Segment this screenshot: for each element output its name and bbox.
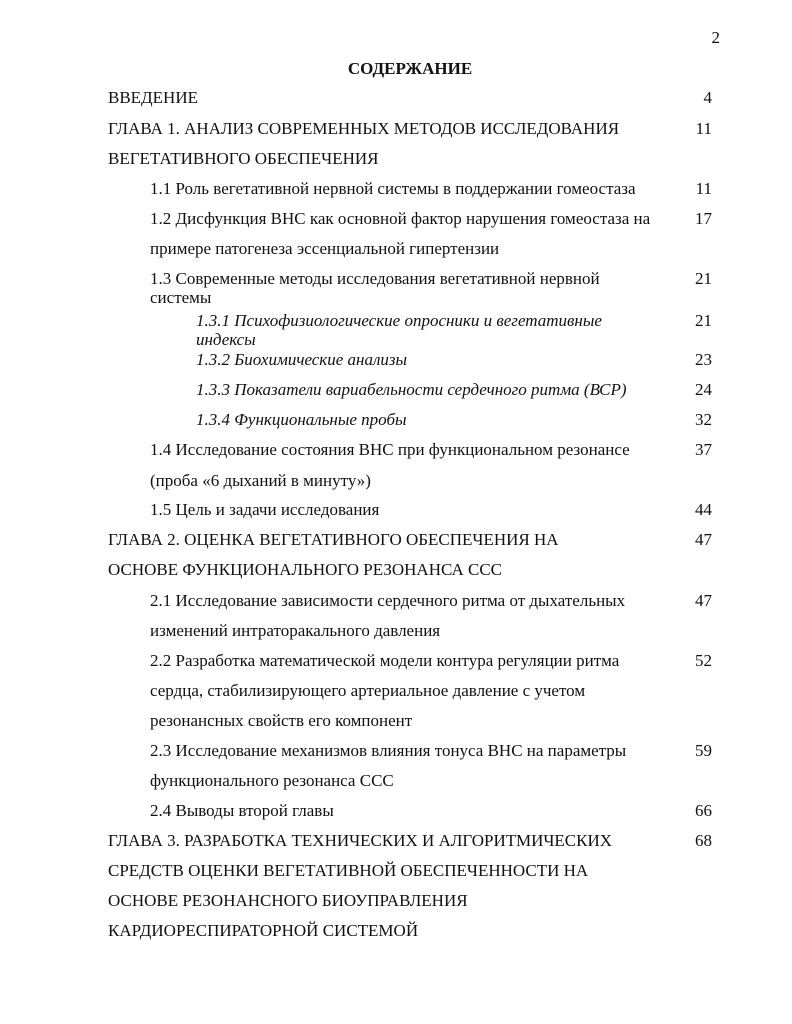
toc-page-number: 11 <box>695 179 712 198</box>
toc-entry-line: изменений интраторакального давления <box>150 621 441 640</box>
toc-entry-line: 2.4 Выводы второй главы <box>150 801 334 820</box>
toc-entry-line: КАРДИОРЕСПИРАТОРНОЙ СИСТЕМОЙ <box>108 921 419 940</box>
toc-page-number: 23 <box>695 350 712 369</box>
toc-entry-line: 1.3 Современные методы исследования вегетативной нервной <box>150 269 600 288</box>
toc-page-number: 37 <box>695 440 712 459</box>
toc-entry-line: ВЕГЕТАТИВНОГО ОБЕСПЕЧЕНИЯ <box>108 149 379 168</box>
toc-page-number: 17 <box>695 209 712 228</box>
toc-page-number: 47 <box>695 530 712 549</box>
toc-entry-line: 1.2 Дисфункция ВНС как основной фактор нарушения гомеостаза на <box>150 209 651 228</box>
toc-entry-line: 1.3.2 Биохимические анализы <box>196 350 408 369</box>
toc-entry-line: 1.3.1 Психофизиологические опросники и вегетативные <box>196 311 602 330</box>
toc-entry-line: 1.5 Цель и задачи исследования <box>150 500 380 519</box>
page-title: СОДЕРЖАНИЕ <box>347 59 473 78</box>
toc-entry-line: 2.2 Разработка математической модели контура регуляции ритма <box>150 651 620 670</box>
toc-entry-line: функционального резонанса ССС <box>150 771 394 790</box>
toc-entry-line: ВВЕДЕНИЕ <box>108 88 198 107</box>
toc-entry-line: 1.1 Роль вегетативной нервной системы в поддержании гомеостаза <box>150 179 636 198</box>
toc-page-number: 21 <box>695 269 712 288</box>
toc-entry-line: ГЛАВА 1. АНАЛИЗ СОВРЕМЕННЫХ МЕТОДОВ ИССЛЕДОВАНИЯ <box>108 119 620 138</box>
toc-entry-line: 1.4 Исследование состояния ВНС при функциональном резонансе <box>150 440 630 459</box>
toc-page-number: 21 <box>695 311 712 330</box>
toc-entry-line: 1.3.4 Функциональные пробы <box>196 410 407 429</box>
toc-entry-line: системы <box>150 288 212 307</box>
toc-page-number: 68 <box>695 831 712 850</box>
toc-page-number: 47 <box>695 591 712 610</box>
toc-entry-line: ОСНОВЕ РЕЗОНАНСНОГО БИОУПРАВЛЕНИЯ <box>108 891 468 910</box>
toc-entry-line: индексы <box>196 330 256 349</box>
toc-entry-line: резонансных свойств его компонент <box>150 711 413 730</box>
toc-entry-line: ОСНОВЕ ФУНКЦИОНАЛЬНОГО РЕЗОНАНСА ССС <box>108 560 503 579</box>
toc-entry-line: 2.1 Исследование зависимости сердечного ритма от дыхательных <box>150 591 626 610</box>
toc-entry-line: СРЕДСТВ ОЦЕНКИ ВЕГЕТАТИВНОЙ ОБЕСПЕЧЕННОСТИ НА <box>108 861 589 880</box>
toc-page-number: 4 <box>703 88 712 107</box>
toc-page-number: 52 <box>695 651 712 670</box>
toc-entry-line: 2.3 Исследование механизмов влияния тонуса ВНС на параметры <box>150 741 627 760</box>
toc-page-number: 66 <box>695 801 712 820</box>
page-number: 2 <box>711 28 720 47</box>
toc-page-number: 59 <box>695 741 712 760</box>
toc-page-number: 11 <box>695 119 712 138</box>
toc-entry-line: (проба «6 дыханий в минуту») <box>150 471 371 490</box>
toc-entry-line: ГЛАВА 3. РАЗРАБОТКА ТЕХНИЧЕСКИХ И АЛГОРИТМИЧЕСКИХ <box>108 831 613 850</box>
toc-entry-line: примере патогенеза эссенциальной гипертензии <box>150 239 500 258</box>
toc-entry-line: 1.3.3 Показатели вариабельности сердечного ритма (ВСР) <box>196 380 627 399</box>
toc-page-number: 24 <box>695 380 712 399</box>
toc-entry-line: ГЛАВА 2. ОЦЕНКА ВЕГЕТАТИВНОГО ОБЕСПЕЧЕНИЯ НА <box>108 530 559 549</box>
toc-entry-line: сердца, стабилизирующего артериальное давление с учетом <box>150 681 586 700</box>
toc-page-number: 44 <box>695 500 712 519</box>
toc-page-number: 32 <box>695 410 712 429</box>
